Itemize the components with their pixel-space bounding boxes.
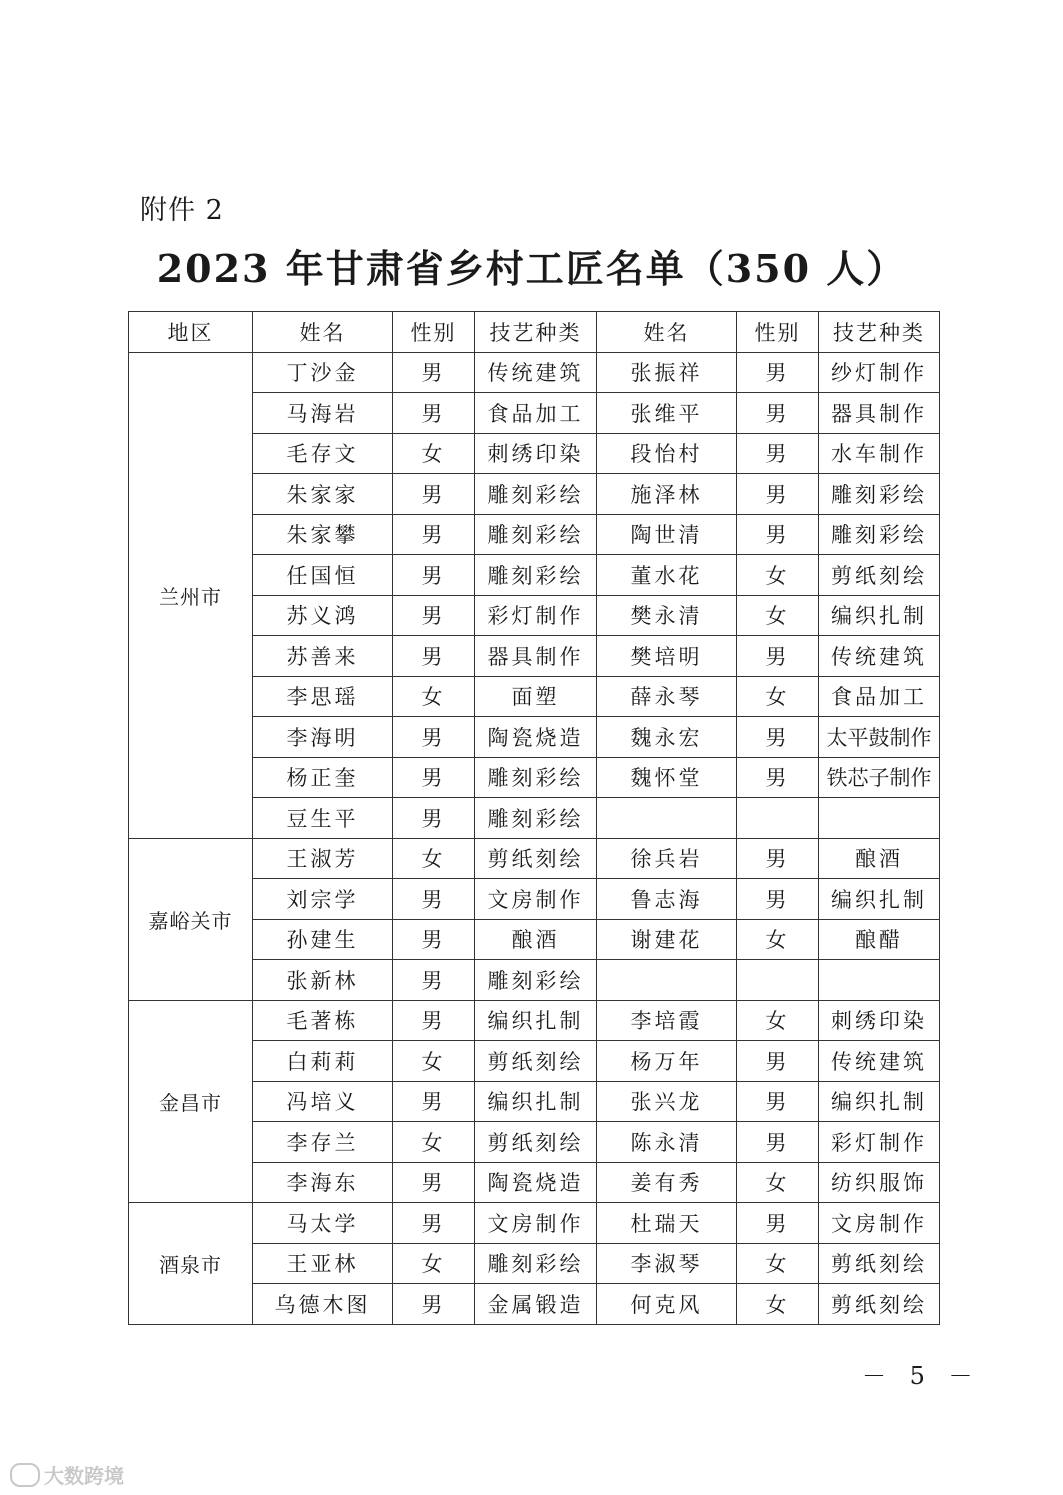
gender-cell: 男: [393, 1203, 475, 1244]
gender-cell: 女: [393, 838, 475, 879]
craft-cell: 文房制作: [819, 1203, 940, 1244]
name-cell: 乌德木图: [253, 1284, 393, 1325]
name-cell: 魏永宏: [597, 717, 737, 758]
gender-cell: 男: [737, 433, 819, 474]
name-cell: 李海东: [253, 1162, 393, 1203]
gender-cell: 女: [737, 1284, 819, 1325]
region-cell: 金昌市: [129, 1000, 253, 1203]
craft-cell: 纺织服饰: [819, 1162, 940, 1203]
header-cell: 技艺种类: [475, 312, 597, 353]
name-cell: 鲁志海: [597, 879, 737, 920]
craft-cell: 器具制作: [819, 393, 940, 434]
name-cell: 王亚林: [253, 1243, 393, 1284]
name-cell: 孙建生: [253, 919, 393, 960]
craft-cell: 传统建筑: [819, 636, 940, 677]
craft-cell: 剪纸刻绘: [475, 1122, 597, 1163]
name-cell: 任国恒: [253, 555, 393, 596]
name-cell: 李培霞: [597, 1000, 737, 1041]
name-cell: 毛存文: [253, 433, 393, 474]
document-title: 2023 年甘肃省乡村工匠名单（350 人）: [156, 246, 907, 291]
name-cell: 樊培明: [597, 636, 737, 677]
name-cell: 姜有秀: [597, 1162, 737, 1203]
gender-cell: 女: [737, 676, 819, 717]
name-cell: 李存兰: [253, 1122, 393, 1163]
gender-cell: [737, 798, 819, 839]
name-cell: 朱家家: [253, 474, 393, 515]
table-header: [129, 312, 940, 353]
gender-cell: 男: [393, 798, 475, 839]
gender-cell: 男: [393, 757, 475, 798]
gender-cell: 男: [393, 636, 475, 677]
header-cell: 性别: [393, 312, 475, 353]
gender-cell: 男: [393, 717, 475, 758]
gender-cell: 男: [737, 514, 819, 555]
name-cell: 谢建花: [597, 919, 737, 960]
gender-cell: 男: [393, 393, 475, 434]
name-cell: 马海岩: [253, 393, 393, 434]
name-cell: 苏义鸿: [253, 595, 393, 636]
name-cell: [597, 798, 737, 839]
craft-cell: 编织扎制: [819, 879, 940, 920]
name-cell: 豆生平: [253, 798, 393, 839]
table-row: [129, 838, 940, 879]
name-cell: 何克风: [597, 1284, 737, 1325]
craft-cell: 器具制作: [475, 636, 597, 677]
gender-cell: 男: [737, 879, 819, 920]
craft-cell: 酿酒: [475, 919, 597, 960]
gender-cell: 男: [393, 1081, 475, 1122]
name-cell: 张维平: [597, 393, 737, 434]
gender-cell: 男: [737, 352, 819, 393]
gender-cell: 男: [737, 636, 819, 677]
craft-cell: 雕刻彩绘: [475, 960, 597, 1001]
craft-cell: 文房制作: [475, 1203, 597, 1244]
gender-cell: 女: [393, 1122, 475, 1163]
craft-cell: 剪纸刻绘: [819, 1284, 940, 1325]
table-row: [129, 352, 940, 393]
gender-cell: 男: [737, 1081, 819, 1122]
gender-cell: 男: [393, 474, 475, 515]
watermark-text: 大数跨境: [44, 1464, 124, 1488]
gender-cell: 女: [737, 1243, 819, 1284]
header-cell: 姓名: [597, 312, 737, 353]
craft-cell: 水车制作: [819, 433, 940, 474]
gender-cell: 男: [393, 514, 475, 555]
name-cell: 杨万年: [597, 1041, 737, 1082]
name-cell: 徐兵岩: [597, 838, 737, 879]
table-row: [129, 1203, 940, 1244]
name-cell: 李淑琴: [597, 1243, 737, 1284]
craft-cell: 雕刻彩绘: [475, 757, 597, 798]
name-cell: 段怡村: [597, 433, 737, 474]
table-row: [129, 1000, 940, 1041]
craft-cell: 彩灯制作: [819, 1122, 940, 1163]
header-cell: 性别: [737, 312, 819, 353]
name-cell: 张新林: [253, 960, 393, 1001]
craft-cell: 陶瓷烧造: [475, 717, 597, 758]
craft-cell: 雕刻彩绘: [475, 555, 597, 596]
gender-cell: 男: [393, 352, 475, 393]
region-cell: 兰州市: [129, 352, 253, 838]
header-cell: 地区: [129, 312, 253, 353]
name-cell: 陶世清: [597, 514, 737, 555]
name-cell: 毛著栋: [253, 1000, 393, 1041]
region-cell: 嘉峪关市: [129, 838, 253, 1000]
name-cell: 陈永清: [597, 1122, 737, 1163]
craft-cell: 太平鼓制作: [819, 717, 940, 758]
gender-cell: 男: [737, 717, 819, 758]
name-cell: 朱家攀: [253, 514, 393, 555]
gender-cell: [737, 960, 819, 1001]
craft-cell: 食品加工: [819, 676, 940, 717]
name-cell: 张振祥: [597, 352, 737, 393]
craft-cell: [819, 798, 940, 839]
gender-cell: 男: [737, 1041, 819, 1082]
watermark: [10, 1460, 124, 1489]
name-cell: 施泽林: [597, 474, 737, 515]
gender-cell: 男: [393, 919, 475, 960]
craft-cell: 面塑: [475, 676, 597, 717]
gender-cell: 男: [393, 1000, 475, 1041]
name-cell: 苏善来: [253, 636, 393, 677]
header-row: [129, 312, 940, 353]
craft-cell: 纱灯制作: [819, 352, 940, 393]
gender-cell: 女: [737, 1000, 819, 1041]
craft-cell: 雕刻彩绘: [819, 474, 940, 515]
craft-cell: 编织扎制: [819, 595, 940, 636]
gender-cell: 男: [393, 595, 475, 636]
header-cell: 姓名: [253, 312, 393, 353]
name-cell: 董水花: [597, 555, 737, 596]
gender-cell: 男: [393, 555, 475, 596]
name-cell: 刘宗学: [253, 879, 393, 920]
craft-cell: 剪纸刻绘: [819, 1243, 940, 1284]
table-body: [129, 352, 940, 1324]
craft-cell: 编织扎制: [475, 1081, 597, 1122]
craft-cell: 文房制作: [475, 879, 597, 920]
gender-cell: 女: [393, 1041, 475, 1082]
artisan-roster-table: [128, 311, 940, 1325]
craft-cell: 传统建筑: [475, 352, 597, 393]
gender-cell: 女: [737, 555, 819, 596]
craft-cell: 雕刻彩绘: [475, 1243, 597, 1284]
craft-cell: 剪纸刻绘: [475, 838, 597, 879]
name-cell: 李思瑶: [253, 676, 393, 717]
name-cell: 王淑芳: [253, 838, 393, 879]
name-cell: [597, 960, 737, 1001]
name-cell: 丁沙金: [253, 352, 393, 393]
craft-cell: 编织扎制: [475, 1000, 597, 1041]
craft-cell: [819, 960, 940, 1001]
craft-cell: 铁芯子制作: [819, 757, 940, 798]
craft-cell: 刺绣印染: [819, 1000, 940, 1041]
name-cell: 张兴龙: [597, 1081, 737, 1122]
craft-cell: 金属锻造: [475, 1284, 597, 1325]
gender-cell: 男: [737, 1203, 819, 1244]
name-cell: 李海明: [253, 717, 393, 758]
gender-cell: 男: [393, 1284, 475, 1325]
gender-cell: 男: [737, 757, 819, 798]
name-cell: 冯培义: [253, 1081, 393, 1122]
gender-cell: 男: [393, 960, 475, 1001]
gender-cell: 女: [737, 919, 819, 960]
gender-cell: 男: [393, 1162, 475, 1203]
craft-cell: 刺绣印染: [475, 433, 597, 474]
craft-cell: 剪纸刻绘: [475, 1041, 597, 1082]
craft-cell: 雕刻彩绘: [475, 798, 597, 839]
gender-cell: 男: [737, 393, 819, 434]
gender-cell: 女: [393, 433, 475, 474]
craft-cell: 编织扎制: [819, 1081, 940, 1122]
page-number: － 5 －: [862, 1362, 981, 1390]
craft-cell: 食品加工: [475, 393, 597, 434]
craft-cell: 雕刻彩绘: [819, 514, 940, 555]
name-cell: 杜瑞天: [597, 1203, 737, 1244]
gender-cell: 女: [737, 1162, 819, 1203]
name-cell: 樊永清: [597, 595, 737, 636]
craft-cell: 雕刻彩绘: [475, 514, 597, 555]
gender-cell: 女: [737, 595, 819, 636]
craft-cell: 酿酒: [819, 838, 940, 879]
name-cell: 白莉莉: [253, 1041, 393, 1082]
gender-cell: 男: [737, 838, 819, 879]
craft-cell: 雕刻彩绘: [475, 474, 597, 515]
attachment-label: 附件 2: [140, 195, 224, 226]
craft-cell: 陶瓷烧造: [475, 1162, 597, 1203]
craft-cell: 传统建筑: [819, 1041, 940, 1082]
gender-cell: 女: [393, 676, 475, 717]
watermark-logo-icon: [10, 1463, 40, 1487]
craft-cell: 酿醋: [819, 919, 940, 960]
gender-cell: 男: [393, 879, 475, 920]
name-cell: 杨正奎: [253, 757, 393, 798]
name-cell: 马太学: [253, 1203, 393, 1244]
region-cell: 酒泉市: [129, 1203, 253, 1325]
name-cell: 薛永琴: [597, 676, 737, 717]
gender-cell: 男: [737, 474, 819, 515]
gender-cell: 女: [393, 1243, 475, 1284]
gender-cell: 男: [737, 1122, 819, 1163]
craft-cell: 彩灯制作: [475, 595, 597, 636]
craft-cell: 剪纸刻绘: [819, 555, 940, 596]
name-cell: 魏怀堂: [597, 757, 737, 798]
header-cell: 技艺种类: [819, 312, 940, 353]
